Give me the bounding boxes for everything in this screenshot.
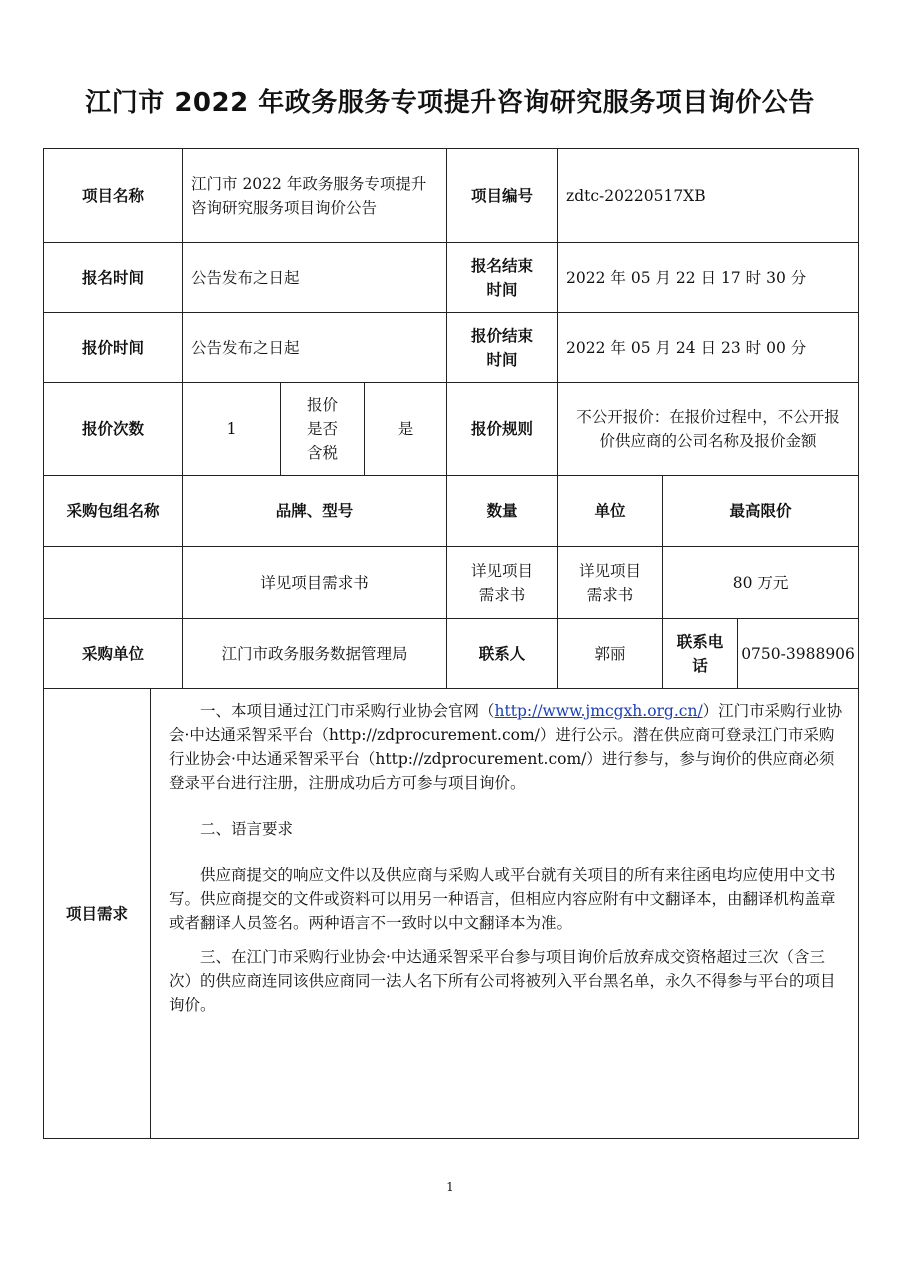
req-paragraph-3: 供应商提交的响应文件以及供应商与采购人或平台就有关项目的所有来往函电均应使用中文书写。供应商提交的文件或资料可以用另一种语言，但相应内容应附有中文翻译本，由翻译机构盖章或者翻译人员签名。两种语言不一致时以中文翻译本为准。 xyxy=(169,866,836,932)
contact-value: 郭丽 xyxy=(558,619,663,689)
spacer xyxy=(169,795,844,817)
quote-count-value: 1 xyxy=(183,383,281,476)
signup-time-label: 报名时间 xyxy=(44,243,183,313)
req-paragraph-1 xyxy=(169,699,844,795)
brand-value: 详见项目需求书 xyxy=(183,547,447,619)
phone-value: 0750-3988906 xyxy=(738,619,859,689)
announcement-table xyxy=(43,148,859,1139)
package-value xyxy=(44,547,183,619)
quote-end-value: 2022 年 05 月 24 日 23 时 00 分 xyxy=(558,313,859,383)
quote-time-value: 公告发布之日起 xyxy=(183,313,447,383)
buyer-value: 江门市政务服务数据管理局 xyxy=(183,619,447,689)
tax-value: 是 xyxy=(365,383,447,476)
project-no-label: 项目编号 xyxy=(447,149,558,243)
unit-value: 详见项目需求书 xyxy=(558,547,663,619)
qty-value: 详见项目需求书 xyxy=(447,547,558,619)
project-name-value: 江门市 2022 年政务服务专项提升咨询研究服务项目询价公告 xyxy=(183,149,447,243)
signup-time-value: 公告发布之日起 xyxy=(183,243,447,313)
quote-count-label: 报价次数 xyxy=(44,383,183,476)
row-requirements xyxy=(44,689,859,1139)
project-name-label: 项目名称 xyxy=(44,149,183,243)
req-p1-before: 一、本项目通过江门市采购行业协会官网（ xyxy=(200,702,495,720)
quote-time-label: 报价时间 xyxy=(44,313,183,383)
row-buyer xyxy=(44,619,859,689)
signup-end-value: 2022 年 05 月 22 日 17 时 30 分 xyxy=(558,243,859,313)
page-title: 江门市 2022 年政务服务专项提升咨询研究服务项目询价公告 xyxy=(85,88,815,118)
package-label: 采购包组名称 xyxy=(44,476,183,547)
spacer xyxy=(169,841,844,863)
req-paragraph-2: 二、语言要求 xyxy=(200,820,294,838)
row-quote-count xyxy=(44,383,859,476)
buyer-label: 采购单位 xyxy=(44,619,183,689)
row-project-name xyxy=(44,149,859,243)
association-website-link[interactable]: http://www.jmcgxh.org.cn/ xyxy=(494,702,703,720)
req-p1-after: ）江门市采购行业协会·中达通采智采平台（http://zdprocurement.com/）进行公示。潜在供应商可登录江门市采购行业协会·中达通采智采平台（http://zdprocurement.com/）进行参与，参与询价的供应商必须登录平台进行注册，注册成功后方可参与项目询价。 xyxy=(169,702,843,792)
quote-end-label: 报价结束时间 xyxy=(447,313,558,383)
requirements-content xyxy=(151,689,859,1139)
qty-label: 数量 xyxy=(447,476,558,547)
contact-label: 联系人 xyxy=(447,619,558,689)
spacer xyxy=(169,935,844,945)
max-price-label: 最高限价 xyxy=(663,476,859,547)
quote-rule-label: 报价规则 xyxy=(447,383,558,476)
phone-label: 联系电话 xyxy=(663,619,738,689)
row-package-values xyxy=(44,547,859,619)
row-quote-time xyxy=(44,313,859,383)
brand-label: 品牌、型号 xyxy=(183,476,447,547)
row-signup xyxy=(44,243,859,313)
max-price-value: 80 万元 xyxy=(663,547,859,619)
requirements-label: 项目需求 xyxy=(44,689,151,1139)
row-package-header xyxy=(44,476,859,547)
signup-end-label: 报名结束时间 xyxy=(447,243,558,313)
req-paragraph-4: 三、在江门市采购行业协会·中达通采智采平台参与项目询价后放弃成交资格超过三次（含三次）的供应商连同该供应商同一法人名下所有公司将被列入平台黑名单，永久不得参与平台的项目询价。 xyxy=(169,948,836,1014)
page-number: 1 xyxy=(446,1180,454,1194)
quote-rule-value: 不公开报价：在报价过程中，不公开报价供应商的公司名称及报价金额 xyxy=(558,383,859,476)
unit-label: 单位 xyxy=(558,476,663,547)
project-no-value: zdtc-20220517XB xyxy=(558,149,859,243)
tax-label: 报价是否含税 xyxy=(281,383,365,476)
